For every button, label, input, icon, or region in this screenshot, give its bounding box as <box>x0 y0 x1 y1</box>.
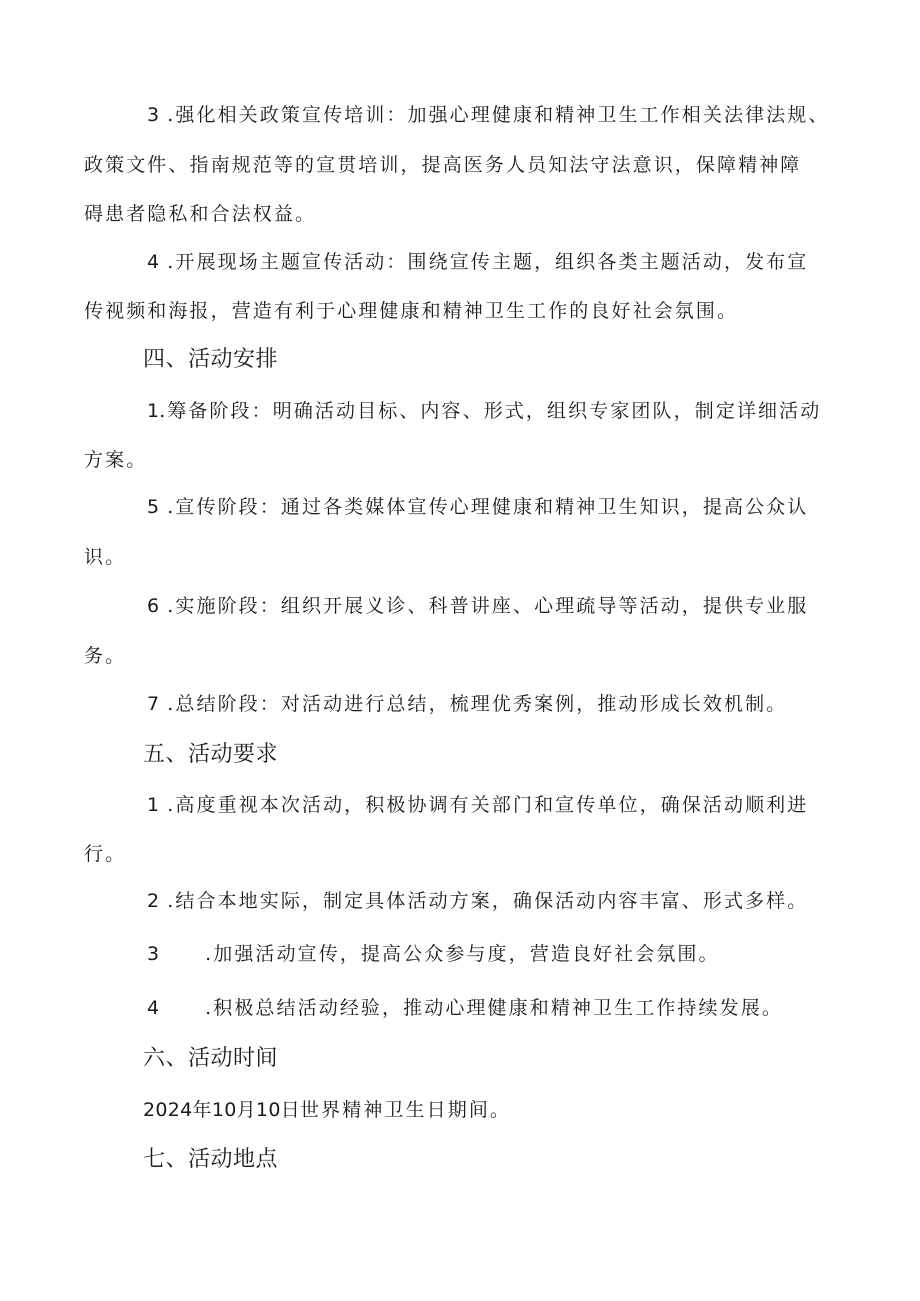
paragraph-text: .开展现场主题宣传活动：围绕宣传主题，组织各类主题活动，发布宣 <box>167 251 809 273</box>
event-date: 2024年10月10日 <box>143 1099 301 1121</box>
section-4-item-5-line-1 <box>147 494 808 520</box>
item-text: .加强活动宣传，提高公众参与度，营造良好社会氛围。 <box>205 943 720 965</box>
section-4-item-6-line-2: 务。 <box>84 645 127 667</box>
section-5-heading: 五、活动要求 <box>143 742 279 767</box>
section-4-item-6-line-1 <box>147 593 808 619</box>
paragraph-3-line-3: 碍患者隐私和合法权益。 <box>84 203 317 225</box>
item-number: 3 <box>147 104 160 126</box>
item-text: .筹备阶段：明确活动目标、内容、形式，组织专家团队，制定详细活动 <box>159 400 822 422</box>
section-4-item-7-line-1 <box>147 691 787 717</box>
section-4-item-1-line-2: 方案。 <box>84 449 148 471</box>
item-number: 2 <box>147 890 160 912</box>
item-text: .宣传阶段：通过各类媒体宣传心理健康和精神卫生知识，提高公众认 <box>167 496 809 518</box>
section-7-heading: 七、活动地点 <box>143 1147 279 1172</box>
section-4-item-5-line-2: 识。 <box>84 546 127 568</box>
paragraph-4-line-2: 传视频和海报，营造有利于心理健康和精神卫生工作的良好社会氛围。 <box>84 300 739 322</box>
paragraph-text: .强化相关政策宣传培训：加强心理健康和精神卫生工作相关法律法规、 <box>167 104 830 126</box>
section-5-item-2-line-1 <box>147 888 808 914</box>
paragraph-3-line-2: 政策文件、指南规范等的宣贯培训，提高医务人员知法守法意识，保障精神障 <box>84 154 802 176</box>
event-date-description: 世界精神卫生日期间。 <box>300 1099 512 1121</box>
item-text: .高度重视本次活动，积极协调有关部门和宣传单位，确保活动顺利进 <box>167 794 809 816</box>
paragraph-3-line-1 <box>147 102 829 128</box>
item-text: .结合本地实际，制定具体活动方案，确保活动内容丰富、形式多样。 <box>167 890 809 912</box>
item-number: 4 <box>147 997 160 1019</box>
item-number: 7 <box>147 693 160 715</box>
item-number: 1 <box>147 400 160 422</box>
item-number: 4 <box>147 251 160 273</box>
item-number: 3 <box>147 943 160 965</box>
section-4-heading: 四、活动安排 <box>143 347 279 372</box>
section-4-item-1-line-1 <box>147 398 821 424</box>
paragraph-4-line-1 <box>147 249 808 275</box>
item-text: .总结阶段：对活动进行总结，梳理优秀案例，推动形成长效机制。 <box>167 693 788 715</box>
section-6-heading: 六、活动时间 <box>143 1046 279 1071</box>
item-number: 5 <box>147 496 160 518</box>
section-5-item-3-line-1 <box>147 941 720 967</box>
item-text: .实施阶段：组织开展义诊、科普讲座、心理疏导等活动，提供专业服 <box>167 595 809 617</box>
item-number: 6 <box>147 595 160 617</box>
section-5-item-1-line-1 <box>147 792 808 818</box>
item-text: .积极总结活动经验，推动心理健康和精神卫生工作持续发展。 <box>205 997 783 1019</box>
section-6-body <box>143 1097 511 1123</box>
section-5-item-4-line-1 <box>147 995 783 1021</box>
section-5-item-1-line-2: 行。 <box>84 843 127 865</box>
item-number: 1 <box>147 794 160 816</box>
